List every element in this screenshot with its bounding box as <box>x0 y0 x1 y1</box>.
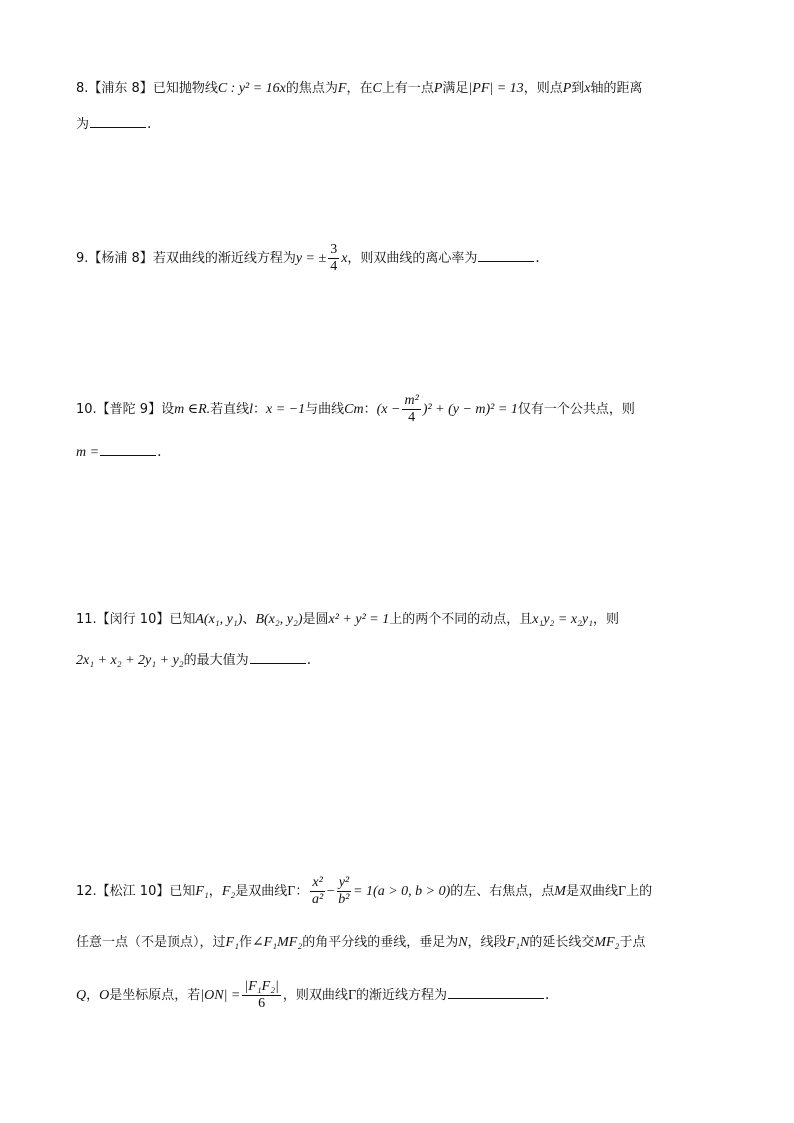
formula: |ON| = <box>200 988 241 1003</box>
fraction <box>402 394 420 425</box>
text: ，则点 <box>523 81 563 96</box>
text: 若双曲线的渐近线方程为 <box>152 251 296 266</box>
fraction <box>242 980 281 1011</box>
question-number: 9.【杨浦 8】 <box>76 251 153 266</box>
formula: F₂ <box>221 884 236 899</box>
variable: O <box>99 988 110 1003</box>
question-number: 12.【松江 10】 <box>76 884 170 899</box>
text: ： <box>295 884 309 899</box>
formula: Γ <box>347 988 357 1003</box>
numerator: y² <box>338 875 350 890</box>
formula: 2x₁ + x₂ + 2y₁ + y₂ <box>76 653 184 668</box>
denominator: 4 <box>408 410 416 425</box>
text: 上的 <box>626 884 653 899</box>
formula: − <box>326 884 335 899</box>
text: 已知 <box>169 612 196 627</box>
text: ，则双曲线 <box>282 988 348 1003</box>
formula: F₁N <box>506 935 530 950</box>
answer-blank[interactable] <box>448 985 544 999</box>
question-12-line-2 <box>76 932 645 953</box>
question-12-line-1 <box>76 876 652 907</box>
variable: x <box>584 81 591 96</box>
denominator: 4 <box>330 259 338 274</box>
text: ，在 <box>346 81 373 96</box>
formula: y = ± <box>295 251 327 266</box>
text: 设 <box>161 402 175 417</box>
question-11-line-1 <box>76 609 619 630</box>
variable: P <box>562 81 572 96</box>
text: 若直线 <box>210 402 250 417</box>
text: 上的两个不同的动点，且 <box>389 612 533 627</box>
question-number: 11.【闵行 10】 <box>76 612 170 627</box>
text: ， <box>86 988 100 1003</box>
text: 、 <box>242 612 256 627</box>
denominator: a² <box>311 892 324 907</box>
text: 的延长线交 <box>529 935 595 950</box>
denominator: 6 <box>258 996 266 1011</box>
answer-blank[interactable] <box>100 442 156 456</box>
formula: Γ <box>287 884 296 899</box>
text: 轴的距离 <box>590 81 643 96</box>
formula: F₁ <box>225 935 239 950</box>
text: 的焦点为 <box>285 81 338 96</box>
question-number: 10.【普陀 9】 <box>76 402 162 417</box>
text: 是双曲线 <box>565 884 618 899</box>
variable: M <box>554 884 566 899</box>
formula: |PF| = 13 <box>468 81 524 96</box>
formula: = 1(a > 0, b > 0) <box>353 884 451 899</box>
fraction <box>310 876 324 907</box>
answer-blank[interactable] <box>478 248 534 262</box>
text: . <box>147 116 152 132</box>
text: 是坐标原点，若 <box>109 988 201 1003</box>
fraction <box>337 876 351 907</box>
text: 已知 <box>169 884 196 899</box>
text: 为 <box>76 117 90 132</box>
formula: x² + y² = 1 <box>328 612 390 627</box>
text: 与曲线 <box>305 402 345 417</box>
variable: P <box>433 81 443 96</box>
text: . <box>306 652 311 668</box>
text: ，则 <box>593 612 620 627</box>
numerator: 3 <box>330 242 338 257</box>
formula: F₁ <box>195 884 209 899</box>
text: 到 <box>571 81 585 96</box>
text: 是双曲线 <box>235 884 288 899</box>
formula: x₁y₂ = x₂y₁ <box>532 612 594 627</box>
question-number: 8.【浦东 8】 <box>76 81 153 96</box>
text: ，则双曲线的离心率为 <box>347 251 478 266</box>
text: 作 <box>238 935 252 950</box>
text: . <box>535 250 540 266</box>
variable: C <box>372 81 382 96</box>
formula: m = <box>76 445 100 460</box>
answer-blank[interactable] <box>250 650 306 664</box>
question-9-line-1 <box>76 243 540 274</box>
text: 任意一点（不是顶点），过 <box>76 935 226 950</box>
formula: x = −1 <box>266 402 306 417</box>
text: 的角平分线的垂线，垂足为 <box>302 935 459 950</box>
formula: C : y² = 16x <box>217 81 286 96</box>
question-11-line-2 <box>76 650 311 671</box>
formula: Γ <box>617 884 627 899</box>
numerator: m² <box>404 393 419 408</box>
fraction <box>328 243 339 274</box>
text: 上有一点 <box>381 81 434 96</box>
formula: B(x₂, y₂) <box>255 612 303 627</box>
text: ， <box>208 884 222 899</box>
text: ，线段 <box>467 935 507 950</box>
formula: A(x₁, y₁) <box>195 612 243 627</box>
question-10-line-2 <box>76 442 161 463</box>
variable: Q <box>76 988 87 1003</box>
text: 的最大值为 <box>183 653 249 668</box>
text: . <box>157 444 162 460</box>
variable: F <box>337 81 347 96</box>
question-12-line-3 <box>76 978 549 1013</box>
text: 已知抛物线 <box>152 81 218 96</box>
variable: Cm <box>344 402 364 417</box>
text: ： <box>363 402 377 417</box>
formula: x <box>341 251 348 266</box>
answer-blank[interactable] <box>90 114 146 128</box>
variable: N <box>458 935 468 950</box>
formula: (x − <box>376 402 401 417</box>
question-10-line-1 <box>76 394 635 425</box>
numerator: x² <box>312 875 323 890</box>
text: 满足 <box>442 81 469 96</box>
formula: )² + (y − m)² = 1 <box>422 402 518 417</box>
formula: MF₂ <box>594 935 620 950</box>
formula: m ∈R. <box>174 402 211 417</box>
question-8-line-1 <box>76 78 643 99</box>
text: . <box>545 987 550 1003</box>
text: 仅有一个公共点，则 <box>517 402 635 417</box>
denominator: b² <box>338 892 350 907</box>
text: 的渐近线方程为 <box>356 988 448 1003</box>
numerator: |F₁F₂| <box>244 979 279 994</box>
text: ： <box>253 402 267 417</box>
variable: l <box>249 402 254 417</box>
formula: ∠F₁MF₂ <box>251 935 303 950</box>
question-8-line-2 <box>76 114 151 135</box>
text: 于点 <box>619 935 646 950</box>
text: 是圆 <box>302 612 329 627</box>
text: 的左、右焦点，点 <box>450 884 555 899</box>
